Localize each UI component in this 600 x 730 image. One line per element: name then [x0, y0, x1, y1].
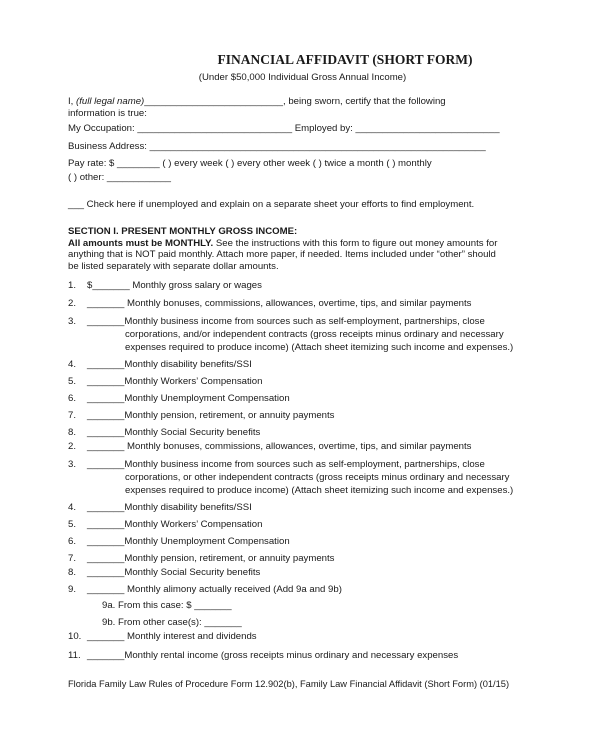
unemployed-checkline[interactable]: ___ Check here if unemployed and explain on a separate sheet your efforts to find employment. — [68, 199, 475, 210]
income-item[interactable]: _______Monthly disability benefits/SSI — [87, 359, 252, 370]
income-item-continued: corporations, or other independent contracts (gross receipts minus ordinary and necessary — [125, 472, 510, 483]
income-item[interactable]: $_______ Monthly gross salary or wages — [87, 280, 262, 291]
item-number: 2. — [68, 441, 77, 452]
item-number: 8. — [68, 567, 77, 578]
income-item[interactable]: _______Monthly rental income (gross receipts minus ordinary and necessary expenses — [87, 650, 459, 661]
business-address-line[interactable]: Business Address: _______________________________________________________________ — [68, 141, 486, 152]
item-number: 6. — [68, 536, 77, 547]
item-number: 2. — [68, 298, 77, 309]
sworn-statement — [68, 96, 538, 119]
income-item[interactable]: _______ Monthly bonuses, commissions, allowances, overtime, tips, and similar payments — [87, 298, 472, 309]
item-9a[interactable]: 9a. From this case: $ _______ — [102, 600, 232, 611]
income-item[interactable]: _______Monthly Unemployment Compensation — [87, 536, 290, 547]
item-number: 3. — [68, 316, 77, 327]
income-item[interactable]: _______Monthly disability benefits/SSI — [87, 502, 252, 513]
legal-name-blank[interactable]: __________________________ — [144, 96, 283, 107]
sworn-line-1: I, (full legal name)__________________________, being sworn, certify that the following — [68, 96, 446, 107]
item-number: 8. — [68, 427, 77, 438]
income-item[interactable]: _______Monthly pension, retirement, or annuity payments — [87, 553, 335, 564]
item-9b[interactable]: 9b. From other case(s): _______ — [102, 617, 242, 628]
form-subtitle: (Under $50,000 Individual Gross Annual Income) — [198, 72, 407, 83]
item-number: 4. — [68, 502, 77, 513]
form-title: FINANCIAL AFFIDAVIT (SHORT FORM) — [217, 52, 473, 67]
income-item[interactable]: _______Monthly Social Security benefits — [87, 567, 261, 578]
form-footer: Florida Family Law Rules of Procedure Form 12.902(b), Family Law Financial Affidavit (Short Form) (01/15) — [68, 679, 510, 689]
income-item[interactable]: _______ Monthly bonuses, commissions, allowances, overtime, tips, and similar payments — [87, 441, 472, 452]
item-number: 10. — [68, 631, 82, 642]
income-item[interactable]: _______ Monthly interest and dividends — [87, 631, 257, 642]
item-number: 5. — [68, 519, 77, 530]
legal-name-placeholder: (full legal name) — [76, 96, 145, 107]
section-1-instructions-1: All amounts must be MONTHLY. See the instructions with this form to figure out money amounts for — [68, 237, 498, 249]
item-number: 4. — [68, 359, 77, 370]
item-number: 6. — [68, 393, 77, 404]
income-item-continued: corporations, and/or independent contracts (gross receipts minus ordinary and necessary — [125, 329, 504, 340]
item-number: 1. — [68, 280, 77, 291]
item-number: 7. — [68, 410, 77, 421]
sworn-line-2: information is true: — [68, 107, 147, 119]
income-item-continued: expenses required to produce income) (Attach sheet itemizing such income and expenses.) — [125, 342, 514, 353]
income-item[interactable]: _______Monthly business income from sources such as self-employment, partnerships, close — [87, 459, 485, 470]
section-1-instructions-3: be listed separately with separate dollar amounts. — [68, 261, 279, 273]
item-number: 5. — [68, 376, 77, 387]
item-number: 7. — [68, 553, 77, 564]
income-item[interactable]: _______ Monthly alimony actually received (Add 9a and 9b) — [87, 584, 342, 595]
income-item-continued: expenses required to produce income) (Attach sheet itemizing such income and expenses.) — [125, 485, 514, 496]
item-number: 3. — [68, 459, 77, 470]
income-item[interactable]: _______Monthly Social Security benefits — [87, 427, 261, 438]
item-number: 9. — [68, 584, 77, 595]
pay-rate-line[interactable]: Pay rate: $ ________ ( ) every week ( ) every other week ( ) twice a month ( ) monthly — [68, 158, 432, 169]
pay-rate-other-line[interactable]: ( ) other: ____________ — [68, 172, 171, 183]
income-item[interactable]: _______Monthly pension, retirement, or annuity payments — [87, 410, 335, 421]
income-item[interactable]: _______Monthly Unemployment Compensation — [87, 393, 290, 404]
section-1-instructions-2: anything that is NOT paid monthly. Attach more paper, if needed. Items included under “other” should — [68, 249, 496, 261]
occupation-line[interactable]: My Occupation: _____________________________ Employed by: ___________________________ — [68, 123, 500, 134]
section-1-header — [68, 226, 538, 273]
income-item[interactable]: _______Monthly Workers’ Compensation — [87, 519, 263, 530]
income-item[interactable]: _______Monthly business income from sources such as self-employment, partnerships, close — [87, 316, 485, 327]
income-item[interactable]: _______Monthly Workers’ Compensation — [87, 376, 263, 387]
section-1-title: SECTION I. PRESENT MONTHLY GROSS INCOME: — [68, 226, 298, 237]
item-number: 11. — [68, 650, 81, 661]
